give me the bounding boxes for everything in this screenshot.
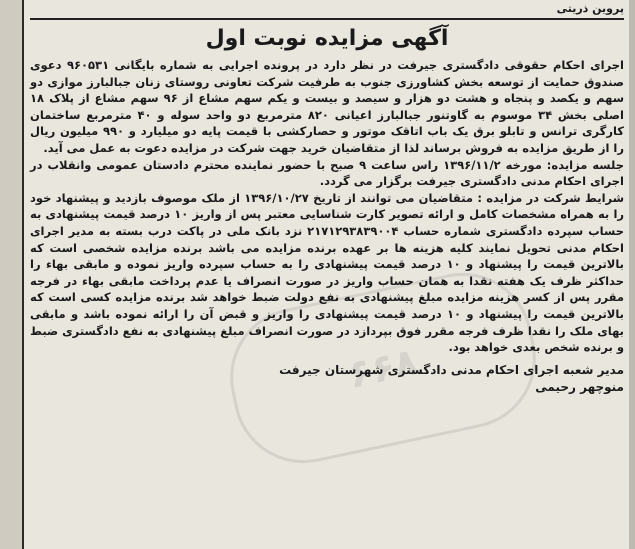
notice-paragraph-intro: اجرای احکام حقوقی دادگستری جیرفت در نظر دارد در پرونده اجرایی به شماره بایگانی ۹۶۰۵۳۱ دعوی صندوق حمایت از توسعه بخش کشاورزی جنوب به طرفیت شرکت تعاونی روستای زنان جبالبارز موازی دو سهم و یکصد و پنجاه و هشت دو هزار و سیصد و بیست و یکم سهم مشاع از ۹۶ سهم مشاع از پلاک ۱۸ اصلی بخش ۳۴ موسوم به گاوتنور جبالبارز اعیانی ۸۲۰ مترمربع دو واحد سوله و ۴۰ مترمربع ساختمان کارگری ترانس و تابلو برق یک باب اتاقک موتور و حصارکشی با قیمت پایه دو میلیارد و ۹۹۰ میلیون ریال را از طریق مزایده به فروش برساند لذا از متقاضیان خرید جهت شرکت در مزایده دعوت به عمل می آید. xyxy=(30,58,625,155)
auction-notice xyxy=(30,0,624,549)
adjacent-column-edge xyxy=(0,0,24,549)
notice-paragraph-conditions: شرایط شرکت در مزایده : متقاضیان می توانند از تاریخ ۱۳۹۶/۱۰/۲۷ از ملک موصوف بازدید و پیشنهاد خود را به همراه مشخصات کامل و ارائه تصویر کارت شناسایی معتبر پس از واریز ۱۰ درصد قیمت پیشنهادی به حساب سپرده دادگستری شماره حساب ۲۱۷۱۲۹۳۸۳۹۰۰۴ نزد بانک ملی در پاکت درب بسته به مدیر اجرای احکام مدنی تحویل نمایند کلیه هزینه ها بر عهده برنده مزایده می باشد برنده مزایده شخصی است که بالاترین قیمت را پیشنهاد و ۱۰ درصد قیمت پیشنهادی را به حساب سپرده واریز نموده و مابقی بهاء را حداکثر ظرف یک هفته نقدا به همان حساب واریز در صورت انصراف یا عدم پرداخت مابقی بهاء در فرجه مقرر پس از کسر هزینه مزایده مبلغ پیشنهادی به نفع دولت ضبط خواهد شد برنده مزایده کسی است که بالاترین قیمت را پیشنهاد و ۱۰ درصد قیمت پیشنهادی را واریز و قبض آن را ارائه نموده باشد و مابقی بهای ملک را نقدا ظرف فرجه مقرر فوق بپردازد در صورت انصراف مبلغ پیشنهادی به نفع دادگستری ضبط و برنده شخص بعدی خواهد بود. xyxy=(30,190,625,355)
signature-name: منوچهر رحیمی xyxy=(535,379,624,394)
signature-office: مدیر شعبه اجرای احکام مدنی دادگستری شهرستان جیرفت xyxy=(279,362,624,377)
watermark-text: ۶۶۸ xyxy=(344,339,422,397)
page-edge xyxy=(629,0,635,549)
reporter-name: پروین ذریتی xyxy=(30,0,624,20)
notice-title: آگهی مزایده نوبت اول xyxy=(205,26,449,51)
notice-paragraph-session: جلسه مزایده: مورخه ۱۳۹۶/۱۱/۲ راس ساعت ۹ صبح با حضور نماینده محترم دادستان عمومی وانقلاب در اجرای احکام مدنی دادگستری جیرفت برگزار می گردد. xyxy=(30,157,624,189)
